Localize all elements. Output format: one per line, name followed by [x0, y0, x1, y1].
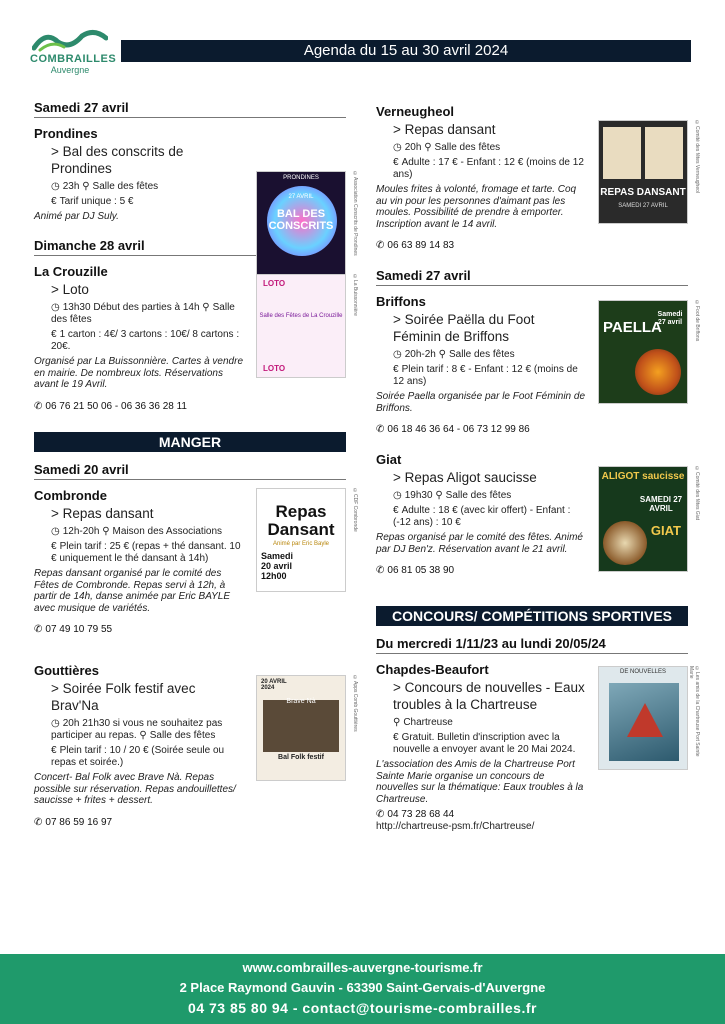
event-title: > Repas dansant: [393, 122, 496, 137]
poster-text: LOTO: [263, 279, 286, 288]
event-place: Verneugheol: [376, 104, 455, 119]
photo-credit: ©Comité des fêtes Giat: [694, 466, 700, 521]
event-time: ◷ 20h-2h ⚲ Salle des fêtes: [393, 349, 515, 360]
phone-icon: ✆: [34, 816, 43, 828]
photo-credit: ©La Buissonnière: [352, 274, 358, 316]
aligot-dish: [603, 521, 647, 565]
event-poster-image: [256, 675, 346, 781]
event-phone: ✆ 06 76 21 50 06 - 06 36 36 28 11: [34, 400, 187, 412]
event-phone: ✆ 06 81 05 38 90: [376, 565, 455, 576]
poster-text: Repas Dansant: [267, 502, 335, 539]
day-heading: Dimanche 28 avril: [34, 238, 346, 256]
poster-text: BAL DES CONSCRITS: [268, 208, 334, 232]
euro-icon: €: [51, 541, 57, 552]
event-time: ◷ 13h30 Début des parties à 14h ⚲ Salle des fêtes: [51, 302, 235, 325]
event-price: € 1 carton : 4€/ 3 cartons : 10€/ 8 cartons : 20€.: [51, 329, 240, 352]
event-description: Concert- Bal Folk avec Brave Nà. Repas possible sur réservation. Repas andouillettes/ saucisse + frites + dessert.: [34, 772, 236, 806]
clock-icon: ◷: [51, 181, 60, 192]
event-poster-image: [598, 300, 688, 404]
section-concours: CONCOURS/ COMPÉTITIONS SPORTIVES: [376, 606, 688, 626]
event-place: Briffons: [376, 294, 426, 309]
event-poster-image: [256, 488, 346, 592]
event-poster-image: [598, 666, 688, 770]
event-phone: ✆ 06 63 89 14 83: [376, 240, 455, 251]
paella-pan: [635, 349, 681, 395]
euro-icon: €: [51, 196, 57, 207]
poster-menu: [645, 127, 683, 179]
poster-text: REPAS DANSANT: [600, 187, 686, 198]
hills-icon: [32, 28, 108, 52]
euro-icon: €: [393, 364, 399, 375]
event-description: Organisé par La Buissonnière. Cartes à vendre en mairie. De nombreux lots. Réservations avant le 19 Avril.: [34, 356, 244, 390]
location-pin-icon: ⚲: [424, 142, 432, 153]
phone-icon: ✆: [34, 400, 43, 412]
location-pin-icon: ⚲: [139, 730, 147, 741]
poster-text: Samedi 20 avril 12h00: [261, 551, 294, 581]
event-poster-image: [256, 171, 346, 275]
clock-icon: ◷: [393, 349, 402, 360]
poster-text: 27 AVRIL: [288, 194, 314, 200]
event-description: L'association des Amis de la Chartreuse Port Sainte Marie organise un concours de nouvelles sur la thématique: Eaux troubles à la Chartreuse.: [376, 759, 584, 805]
poster-text: LOTO: [263, 364, 286, 373]
event-price: € Plein tarif : 25 € (repas + thé dansant. 10 € uniquement le thé dansant à 14h): [51, 541, 241, 564]
event-title: > Bal des conscrits de Prondines: [51, 144, 184, 176]
poster-text: Brave Nà: [286, 698, 316, 705]
event-phone: ✆ 07 49 10 79 55: [34, 624, 113, 635]
event-poster-image: [256, 274, 346, 378]
poster-text: Samedi 27 avril: [657, 311, 683, 326]
event-giat: [376, 452, 700, 604]
event-description: Repas organisé par le comité des fêtes. Animé par DJ Ben'z. Réservation avant le 21 avril.: [376, 532, 583, 555]
event-time: ◷ 19h30 ⚲ Salle des fêtes: [393, 490, 512, 501]
event-description: Soirée Paella organisée par le Foot Féminin de Briffons.: [376, 391, 586, 414]
day-heading: Du mercredi 1/11/23 au lundi 20/05/24: [376, 636, 688, 654]
clock-icon: ◷: [393, 490, 402, 501]
page-title: Agenda du 15 au 30 avril 2024: [121, 40, 691, 62]
euro-icon: €: [51, 329, 57, 340]
brand-name: COMBRAILLES: [30, 53, 117, 65]
photo-credit: ©Association Conscrits de Prondines: [352, 171, 358, 256]
event-price: € Gratuit. Bulletin d'inscription avec la nouvelle a envoyer avant le 20 Mai 2024.: [393, 732, 576, 755]
event-title: > Loto: [51, 282, 89, 297]
event-description: Animé par DJ Suly.: [34, 211, 119, 222]
event-title: > Repas dansant: [51, 506, 154, 521]
event-time: ◷ 23h ⚲ Salle des fêtes: [51, 181, 159, 192]
event-chapdes-beaufort: [376, 662, 700, 832]
event-venue: ⚲ Chartreuse: [393, 717, 453, 728]
poster-text: PAELLA: [603, 319, 662, 336]
phone-icon: ✆: [34, 624, 43, 635]
clock-icon: ◷: [51, 718, 60, 729]
event-time: ◷ 20h ⚲ Salle des fêtes: [393, 142, 501, 153]
event-poster-image: [598, 120, 688, 224]
footer-website[interactable]: www.combrailles-auvergne-tourisme.fr: [242, 960, 483, 975]
photo-credit: ©CDF Combronde: [352, 488, 358, 532]
day-heading: Samedi 27 avril: [34, 100, 346, 118]
location-pin-icon: ⚲: [393, 717, 401, 728]
day-heading: Samedi 20 avril: [34, 462, 346, 480]
event-description: Moules frites à volonté, fromage et tarte. Coq au vin pour les personnes d'aimant pas les moules. Possibilité de prendre à emporter. Inscription avant le 14 avril.: [376, 184, 577, 230]
brand-region: Auvergne: [50, 65, 90, 75]
event-phone: ✆ 06 18 46 36 64 - 06 73 12 99 86: [376, 424, 530, 435]
euro-icon: €: [393, 505, 399, 516]
location-pin-icon: ⚲: [438, 349, 446, 360]
poster-text: Bal Folk festif: [278, 754, 324, 761]
poster-text: Salle des Fêtes de La Crouzille: [259, 313, 343, 319]
footer-contact[interactable]: 04 73 85 80 94 - contact@tourisme-combrailles.fr: [188, 1000, 537, 1016]
location-pin-icon: ⚲: [202, 302, 210, 313]
sailboat-icon: [627, 703, 663, 737]
event-la-crouzille: [34, 264, 358, 426]
euro-icon: €: [393, 157, 399, 168]
section-manger: MANGER: [34, 432, 346, 452]
poster-text: Animé par Eric Bayle: [272, 541, 330, 547]
poster-text: ALIGOT saucisse: [601, 471, 685, 482]
event-gouttieres: [34, 663, 358, 828]
combrailles-logo: [30, 28, 117, 78]
poster-text: GIAT: [650, 523, 681, 538]
event-briffons: [376, 294, 700, 452]
event-place: Chapdes-Beaufort: [376, 662, 489, 677]
event-price: € Adulte : 17 € - Enfant : 12 € (moins de 12 ans): [393, 157, 584, 180]
footer-address: 2 Place Raymond Gauvin - 63390 Saint-Gervais-d'Auvergne: [179, 980, 546, 995]
clock-icon: ◷: [393, 142, 402, 153]
event-phone: ✆ 07 86 59 16 97: [34, 816, 113, 828]
poster-text: DE NOUVELLES: [619, 669, 667, 675]
clock-icon: ◷: [51, 526, 60, 537]
left-column: [34, 100, 358, 828]
location-pin-icon: ⚲: [435, 490, 443, 501]
event-description: Repas dansant organisé par le comité des Fêtes de Combronde. Repas servi à 12h, à partir de 14h, danse animée par Eric BAYLE avec musique de variétés.: [34, 568, 231, 614]
footer: [0, 954, 725, 1024]
euro-icon: €: [393, 732, 399, 743]
event-place: Gouttières: [34, 663, 100, 678]
photo-credit: ©Apps Comb Gouttières: [352, 675, 358, 732]
event-place: Prondines: [34, 126, 98, 141]
event-price: € Plein tarif : 10 / 20 € (Soirée seule ou repas et soirée.): [51, 745, 225, 768]
poster-photo: [263, 700, 339, 752]
event-phone: ✆ 04 73 28 68 44: [376, 809, 455, 820]
poster-text: PRONDINES: [283, 175, 319, 181]
right-column: [376, 104, 700, 832]
event-combronde: [34, 488, 358, 663]
clock-icon: ◷: [51, 302, 60, 313]
event-verneugheol: [376, 104, 700, 268]
event-price: € Plein tarif : 8 € - Enfant : 12 € (moins de 12 ans): [393, 364, 578, 387]
event-time: ◷ 12h-20h ⚲ Maison des Associations: [51, 526, 223, 537]
event-place: Giat: [376, 452, 402, 467]
photo-credit: ©Les amis de la Chartreuse Port Sainte Marie: [688, 666, 700, 757]
phone-icon: ✆: [376, 240, 385, 251]
location-pin-icon: ⚲: [82, 181, 90, 192]
event-title: > Repas Aligot saucisse: [393, 470, 537, 485]
event-price: € Tarif unique : 5 €: [51, 196, 134, 207]
phone-icon: ✆: [376, 424, 385, 435]
phone-icon: ✆: [376, 565, 385, 576]
photo-credit: ©Comité des fêtes Verneugheol: [694, 120, 700, 193]
event-poster-image: [598, 466, 688, 572]
phone-icon: ✆: [376, 809, 385, 820]
poster-menu: [603, 127, 641, 179]
euro-icon: €: [51, 745, 57, 756]
event-website-link[interactable]: http://chartreuse-psm.fr/Chartreuse/: [376, 821, 535, 832]
poster-text: 20 AVRIL 2024: [261, 679, 287, 691]
poster-text: SAMEDI 27 AVRIL: [639, 495, 683, 513]
photo-credit: ©Foot de Briffons: [694, 300, 700, 342]
day-heading: Samedi 27 avril: [376, 268, 688, 286]
event-time: ◷ 20h 21h30 si vous ne souhaitez pas participer au repas. ⚲ Salle des fêtes: [51, 718, 223, 741]
event-place: La Crouzille: [34, 264, 108, 279]
location-pin-icon: ⚲: [102, 526, 110, 537]
event-title: > Soirée Paëlla du Foot Féminin de Briffons: [393, 312, 535, 344]
event-price: € Adulte : 18 € (avec kir offert) - Enfant : (-12 ans) : 10 €: [393, 505, 571, 528]
event-title: > Concours de nouvelles - Eaux troubles à la Chartreuse: [393, 680, 585, 712]
poster-text: SAMEDI 27 AVRIL: [618, 203, 668, 209]
event-place: Combronde: [34, 488, 107, 503]
event-title: > Soirée Folk festif avec Brav'Na: [51, 681, 196, 713]
